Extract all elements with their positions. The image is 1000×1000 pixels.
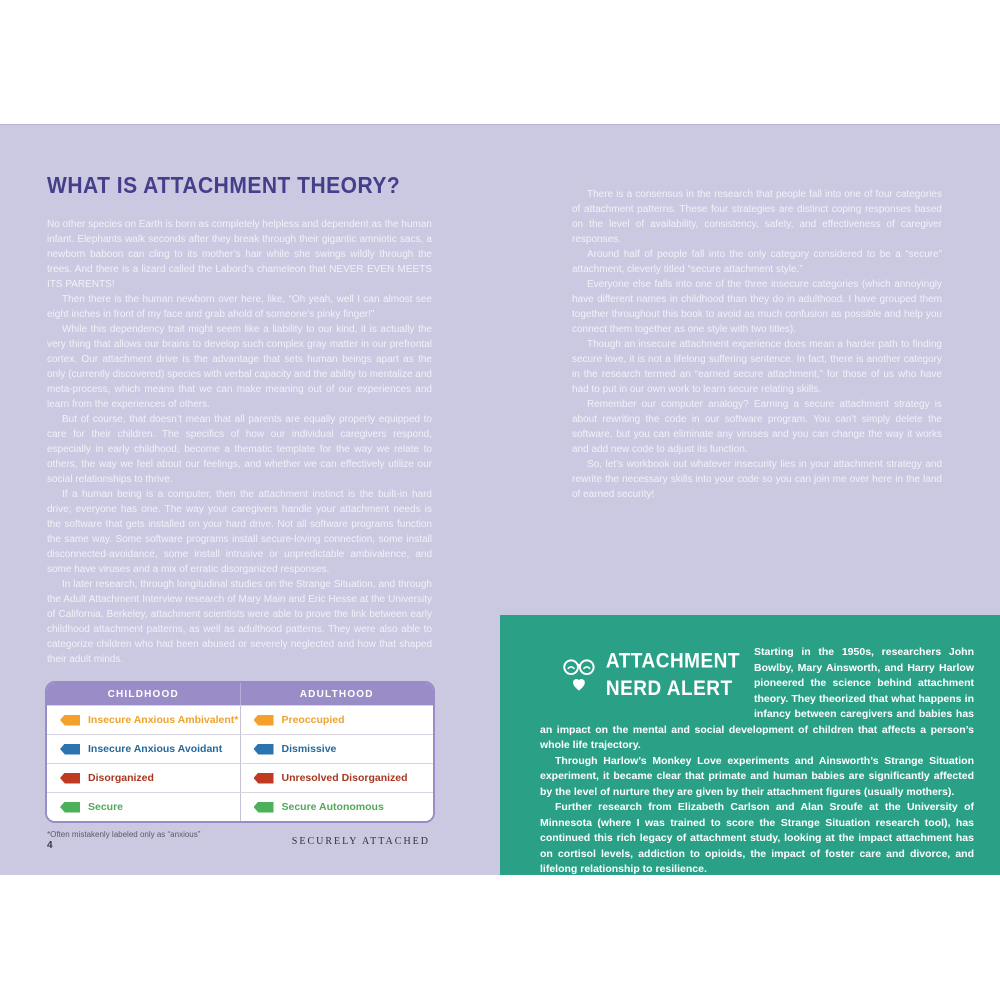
nerd-alert-title-line1: ATTACHMENT [605, 649, 740, 673]
page-title: WHAT IS ATTACHMENT THEORY? [47, 173, 401, 199]
table-cell-childhood [47, 735, 240, 763]
tag-arrow-icon [254, 744, 274, 755]
left-paragraph: In later research, through longitudinal studies on the Strange Situation, and through the Adult Attachment Interview research of Mary Main and Eric Hesse at the University of California, Berkeley, attachment scientists were able to prove the link between early childhood attachment patterns, as well as adulthood patterns. They were also able to categorize children who had been abused or severely neglected and how that shaped their adult minds. [47, 579, 432, 665]
table-header-childhood: CHILDHOOD [107, 688, 179, 700]
table-row [47, 705, 433, 734]
page-number: 4 [47, 840, 53, 851]
table-cell-childhood [47, 793, 240, 821]
left-paragraph: Then there is the human newborn over here, like, “Oh yeah, well I can almost see eight inches in front of my face and grab ahold of someone’s pinky finger!” [47, 294, 432, 320]
running-footer-book-title: SECURELY ATTACHED [291, 836, 430, 847]
nerd-alert-callout [500, 615, 1000, 875]
page-spread [0, 124, 1000, 875]
right-page-body [572, 187, 942, 502]
left-paragraph: But of course, that doesn’t mean that all parents are equally properly equipped to care for their children. The specifics of how our individual caregivers respond, especially in early childhood, become a thematic template for the way we relate to others, the way we feel about our feelings, and whether we can effectively utilize our social relationships to thrive. [47, 414, 432, 485]
glasses-heart-icon [562, 649, 596, 701]
attachment-style-label: Dismissive [281, 743, 337, 755]
nerd-alert-paragraph: Through Harlow’s Monkey Love experiments and Ainsworth’s Strange Situation experiment, it became clear that primate and human babies are significantly affected by the level of nurture they are given by their attachment figures (usually mothers). [540, 754, 974, 798]
table-row [47, 734, 433, 763]
attachment-style-label: Preoccupied [281, 714, 345, 726]
nerd-alert-header [562, 649, 740, 701]
left-paragraph: While this dependency trait might seem like a liability to our kind, it is actually the very thing that allows our brains to develop such complex gray matter in our prefrontal cortex. Our attachment drive is the advantage that sets human beings apart as the only (currently discovered) species with verbal capacity and the ability to mentalize and meta-process, which means that we can make meaning out of our experiences and learn from the experiences of others. [47, 324, 432, 410]
right-paragraph: So, let’s workbook out whatever insecurity lies in your attachment strategy and rewrite the necessary skills into your code so you can join me over here in the land of earned security! [572, 459, 942, 500]
attachment-style-label: Disorganized [88, 772, 154, 784]
nerd-alert-title-line2: NERD ALERT [605, 677, 733, 701]
attachment-style-label: Unresolved Disorganized [281, 772, 408, 784]
left-page-body [47, 217, 432, 667]
left-paragraph: If a human being is a computer, then the attachment instinct is the built-in hard drive; everyone has one. The way your caregivers handle your attachment needs is the software that gets installed on your hard drive. Not all software programs function the same way. Some software programs install secure-loving connection, some install disconnected-avoidance, some install intrusive or unpredictable ambivalence, and some have viruses and a mix of erratic disorganized responses. [47, 489, 432, 575]
attachment-style-label: Insecure Anxious Avoidant [88, 743, 223, 755]
table-cell-childhood [47, 764, 240, 792]
table-header-row [47, 683, 433, 705]
tag-arrow-icon [254, 802, 274, 813]
table-cell-childhood [47, 706, 240, 734]
right-paragraph: Though an insecure attachment experience does mean a harder path to finding secure love, it is not a lifelong suffering sentence. In fact, there is another category in the research termed an “earned secure attachment,” for those of us who have had to put in our own work to learn secure relating skills. [572, 339, 942, 395]
tag-arrow-icon [60, 802, 80, 813]
attachment-styles-table [45, 681, 435, 823]
right-paragraph: Everyone else falls into one of the three insecure categories (which annoyingly have different names in childhood than they do in adulthood. I have grouped them together throughout this book to avoid as much confusion as possible and help you connect them together as one style with two titles). [572, 279, 942, 335]
table-footnote: *Often mistakenly labeled only as “anxious” [47, 830, 201, 839]
table-header-adulthood: ADULTHOOD [240, 683, 434, 705]
table-cell-adulthood [240, 764, 434, 792]
right-paragraph: Around half of people fall into the only category considered to be a “secure” attachment, cleverly titled “secure attachment style.” [572, 249, 942, 275]
nerd-alert-paragraph: Starting in the 1950s, researchers John Bowlby, Mary Ainsworth, and Harry Harlow pioneered the science behind attachment theory. They theorized that what happens in infancy between caregivers and babies has an impact on the mental and social development of children that affects a person’s whole life trajectory. [540, 646, 974, 751]
nerd-alert-title [606, 648, 740, 703]
left-paragraph: No other species on Earth is born as completely helpless and dependent as the human infant. Elephants walk seconds after they break through their gigantic amniotic sacs, a newborn baboon can cling to its mother’s hair while she swings wildly through the trees. And there is a lizard called the Labord’s chameleon that NEVER EVEN MEETS ITS PARENTS! [47, 219, 432, 290]
attachment-style-label: Insecure Anxious Ambivalent* [88, 714, 239, 726]
right-paragraph: There is a consensus in the research that people fall into one of four categories of attachment patterns. These four strategies are distinct coping responses based on the level of availability, consistency, safety, and effectiveness of caregiver responses. [572, 189, 942, 245]
nerd-alert-paragraph: Further research from Elizabeth Carlson and Alan Sroufe at the University of Minnesota (where I was trained to score the Strange Situation research tool), has continued this rich legacy of attachment study, looking at the impact attachment has on cortisol levels, addiction to opioids, the impact of foster care and divorce, and lifelong relationship to resilience. [540, 801, 974, 875]
tag-arrow-icon [60, 744, 80, 755]
attachment-style-label: Secure Autonomous [281, 801, 384, 813]
table-row [47, 763, 433, 792]
attachment-style-label: Secure [88, 801, 124, 813]
tag-arrow-icon [254, 715, 274, 726]
tag-arrow-icon [254, 773, 274, 784]
tag-arrow-icon [60, 715, 80, 726]
table-row [47, 792, 433, 821]
table-cell-adulthood [240, 793, 434, 821]
tag-arrow-icon [60, 773, 80, 784]
table-cell-adulthood [240, 706, 434, 734]
table-cell-adulthood [240, 735, 434, 763]
right-paragraph: Remember our computer analogy? Earning a secure attachment strategy is about rewriting the code in our software program. You can’t simply delete the software, but you can eliminate any viruses and you can change the way it works and add new code to adjust its function. [572, 399, 942, 455]
